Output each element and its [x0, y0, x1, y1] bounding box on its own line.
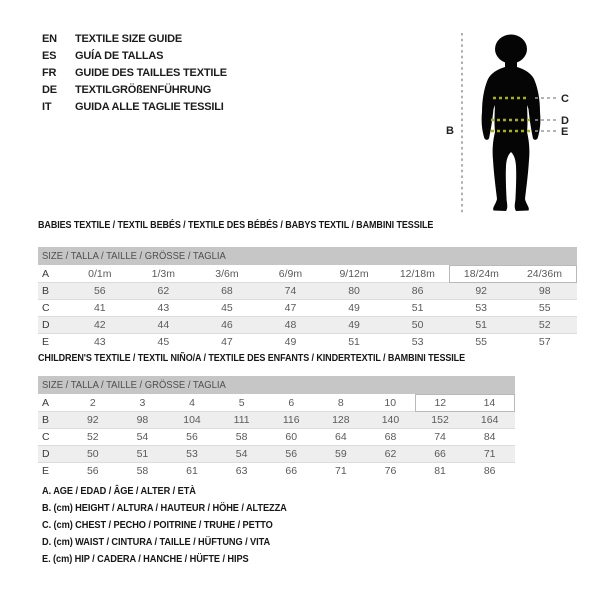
table-row — [38, 266, 577, 283]
size-cell: 9/12m — [339, 267, 369, 280]
size-cell: 104 — [183, 414, 201, 426]
size-cell: 4 — [189, 396, 195, 409]
legend-hip: E. (cm) HIP / CADERA / HANCHE / HÜFTE / HIPS — [42, 553, 249, 565]
row-label: E — [42, 465, 50, 477]
size-cell: 59 — [335, 448, 347, 460]
language-row-it — [42, 99, 227, 116]
table-row — [38, 446, 515, 463]
size-cell: 50 — [411, 319, 424, 331]
size-cell: 128 — [332, 414, 350, 426]
children-size-table — [38, 394, 515, 479]
babies-size-table — [38, 265, 577, 350]
row-label: C — [42, 431, 50, 443]
size-cell: 45 — [157, 336, 170, 348]
size-cell: 63 — [235, 465, 248, 477]
size-cell: 12 — [415, 395, 465, 412]
size-cell: 54 — [136, 431, 149, 443]
table-row — [38, 334, 577, 351]
size-cell: 3 — [139, 396, 146, 409]
row-label: A — [42, 267, 50, 280]
babies-size-header-bar — [38, 247, 577, 265]
size-cell: 140 — [381, 414, 400, 426]
language-code: EN — [42, 33, 57, 45]
row-label: D — [42, 319, 50, 331]
size-cell: 62 — [384, 448, 397, 460]
size-cell: 86 — [411, 285, 424, 297]
size-cell: 98 — [136, 414, 149, 426]
size-cell: 68 — [384, 431, 397, 443]
table-row — [38, 463, 515, 480]
size-cell: 42 — [93, 319, 106, 331]
size-cell: 50 — [86, 448, 99, 460]
size-cell: 52 — [538, 319, 551, 331]
measurement-legend — [42, 483, 320, 568]
size-cell: 52 — [86, 431, 99, 443]
size-cell: 84 — [483, 431, 496, 443]
size-cell: 47 — [284, 302, 297, 314]
size-cell: 92 — [475, 285, 487, 297]
size-cell: 152 — [431, 414, 449, 426]
legend-age: A. AGE / EDAD / ÂGE / ALTER / ETÀ — [42, 485, 196, 497]
size-cell: 46 — [221, 319, 233, 331]
language-code: FR — [42, 67, 57, 79]
size-cell: 111 — [233, 414, 250, 426]
size-cell: 5 — [238, 396, 245, 409]
silhouette-body — [482, 60, 541, 211]
size-cell: 53 — [475, 302, 487, 314]
table-row — [38, 429, 515, 446]
row-label: B — [42, 285, 50, 297]
table-row — [38, 300, 577, 317]
size-cell: 47 — [221, 336, 233, 348]
row-label: C — [42, 302, 50, 314]
size-cell: 56 — [93, 285, 106, 297]
size-cell: 51 — [475, 319, 487, 331]
size-cell: 10 — [384, 396, 397, 409]
row-label: E — [42, 336, 50, 348]
height-label: B — [446, 125, 454, 137]
size-cell: 3/6m — [215, 267, 239, 280]
size-cell: 92 — [86, 414, 99, 426]
size-cell: 56 — [86, 465, 99, 477]
row-label: A — [42, 396, 50, 409]
size-cell: 1/3m — [151, 267, 176, 280]
size-cell: 80 — [348, 285, 360, 297]
language-row-es — [42, 48, 227, 65]
size-cell: 57 — [538, 336, 551, 348]
language-title: TEXTILE SIZE GUIDE — [75, 33, 183, 45]
size-cell: 0/1m — [88, 267, 112, 280]
size-cell: 55 — [538, 302, 551, 314]
size-cell: 51 — [348, 336, 360, 348]
children-section-title: CHILDREN'S TEXTILE / TEXTIL NIÑO/A / TEXTILE DES ENFANTS / KINDERTEXTIL / BAMBINI TESSILE — [38, 353, 466, 364]
size-cell: 71 — [335, 465, 347, 477]
size-cell: 41 — [93, 302, 106, 314]
size-cell: 164 — [480, 414, 499, 426]
size-cell: 24/36m — [513, 266, 577, 283]
legend-chest: C. (cm) CHEST / PECHO / POITRINE / TRUHE / PETTO — [42, 519, 273, 531]
babies-size-header-text: SIZE / TALLA / TAILLE / GRÖSSE / TAGLIA — [42, 250, 226, 262]
table-row — [38, 283, 577, 300]
size-cell: 2 — [89, 396, 96, 409]
size-cell: 43 — [157, 302, 170, 314]
size-cell: 81 — [434, 465, 446, 477]
size-cell: 44 — [157, 319, 170, 331]
language-list — [42, 31, 227, 116]
size-cell: 74 — [434, 431, 446, 443]
chest-label: C — [561, 93, 569, 105]
size-cell: 56 — [285, 448, 298, 460]
size-cell: 18/24m — [449, 266, 513, 283]
table-row — [38, 412, 515, 429]
size-cell: 86 — [483, 465, 496, 477]
size-cell: 66 — [285, 465, 298, 477]
children-size-header-text: SIZE / TALLA / TAILLE / GRÖSSE / TAGLIA — [42, 379, 226, 391]
size-cell: 53 — [411, 336, 424, 348]
size-cell: 55 — [475, 336, 487, 348]
size-cell: 66 — [434, 448, 446, 460]
size-cell: 8 — [337, 396, 344, 409]
size-cell: 48 — [284, 319, 297, 331]
size-cell: 6 — [288, 396, 295, 409]
size-cell: 56 — [186, 431, 198, 443]
language-code: ES — [42, 50, 57, 62]
language-title: GUIDE DES TAILLES TEXTILE — [75, 67, 227, 79]
legend-waist: D. (cm) WAIST / CINTURA / TAILLE / HÜFTUNG / VITA — [42, 536, 271, 548]
language-title: GUÍA DE TALLAS — [75, 50, 164, 62]
babies-section-title: BABIES TEXTILE / TEXTIL BEBÉS / TEXTILE DES BÉBÉS / BABYS TEXTIL / BAMBINI TESSILE — [38, 220, 434, 231]
waist-label: D — [561, 115, 569, 127]
table-row — [38, 395, 515, 412]
size-cell: 51 — [411, 302, 424, 314]
size-cell: 60 — [285, 431, 298, 443]
size-cell: 71 — [483, 448, 496, 460]
size-cell: 45 — [221, 302, 233, 314]
size-cell: 68 — [221, 285, 233, 297]
size-cell: 49 — [284, 336, 297, 348]
size-cell: 76 — [384, 465, 397, 477]
size-cell: 58 — [235, 431, 248, 443]
child-silhouette-figure — [440, 18, 600, 228]
size-cell: 49 — [348, 302, 360, 314]
size-cell: 12/18m — [399, 267, 435, 280]
language-title: GUIDA ALLE TAGLIE TESSILI — [75, 101, 224, 113]
silhouette-head — [495, 35, 527, 64]
size-cell: 74 — [284, 285, 297, 297]
size-cell: 6/9m — [278, 267, 303, 280]
size-cell: 54 — [235, 448, 248, 460]
size-cell: 53 — [186, 448, 198, 460]
row-label: B — [42, 414, 50, 426]
size-cell: 116 — [282, 414, 300, 426]
size-cell: 58 — [136, 465, 149, 477]
language-row-de — [42, 82, 227, 99]
language-row-en — [42, 31, 227, 48]
size-cell: 61 — [186, 465, 198, 477]
hip-label: E — [561, 126, 569, 138]
size-cell: 64 — [335, 431, 347, 443]
size-cell: 62 — [157, 285, 170, 297]
table-row — [38, 317, 577, 334]
size-cell: 51 — [136, 448, 149, 460]
size-cell: 98 — [538, 285, 551, 297]
language-row-fr — [42, 65, 227, 82]
language-code: DE — [42, 84, 57, 96]
size-cell: 49 — [348, 319, 360, 331]
row-label: D — [42, 448, 50, 460]
language-title: TEXTILGRÖßENFÜHRUNG — [75, 84, 212, 96]
size-cell: 14 — [465, 395, 515, 412]
children-size-header-bar — [38, 376, 515, 394]
language-code: IT — [42, 101, 52, 113]
size-cell: 43 — [93, 336, 106, 348]
legend-height: B. (cm) HEIGHT / ALTURA / HAUTEUR / HÖHE / ALTEZZA — [42, 502, 287, 514]
